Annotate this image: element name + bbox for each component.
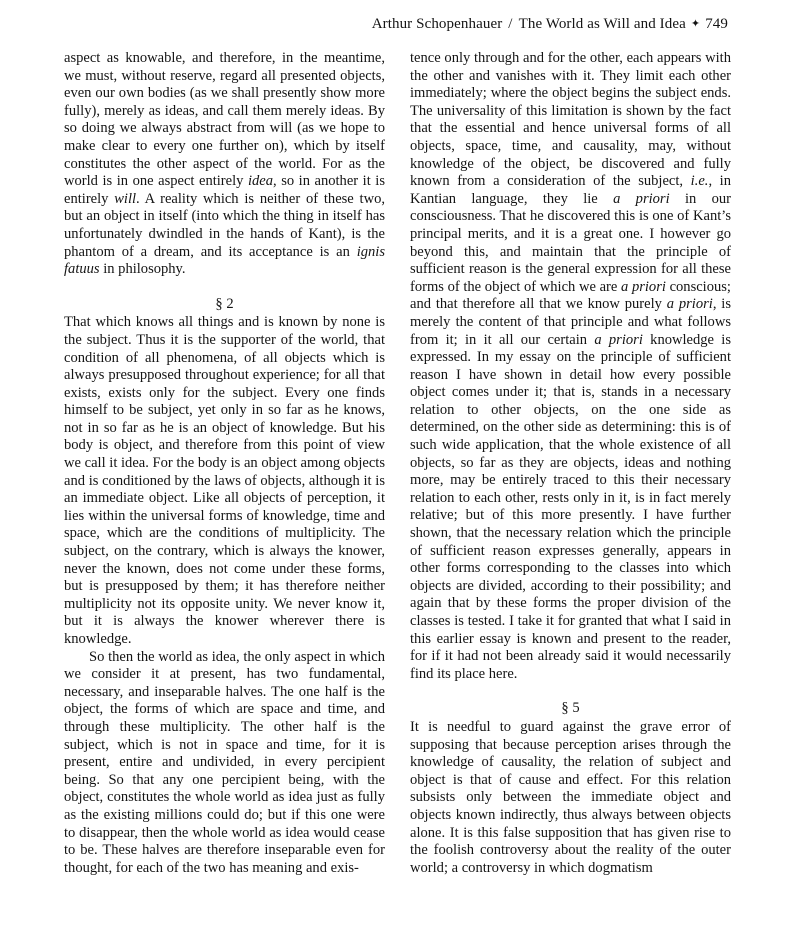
italic-text: a priori (621, 278, 666, 295)
text-run: in our consciousness. That he discovered this is one of Kant’s principal merits, and it is a great one. I however go beyond this, and maintain that the principle of sufficient reason is the general expression for all these forms of the object of which we are (410, 190, 731, 295)
header-separator: / (508, 16, 513, 32)
running-header (372, 16, 728, 33)
paragraph (64, 314, 385, 648)
right-column (410, 50, 731, 877)
section-heading: § 5 (561, 700, 580, 717)
italic-text: a priori (613, 190, 670, 207)
italic-text: a priori (594, 331, 643, 348)
text-run: It is needful to guard against the grave error of supposing that because perception arises through the knowledge of causality, the relation of subject and object is that of cause and effect. For this relation subsists only between the immediate object and objects known indirectly, thus always between objects alone. It is this false supposition that has given rise to the foolish controversy about the reality of the outer world; a controversy in which dogmatism (410, 718, 731, 876)
text-run: conscious; and that therefore all that we know purely (410, 278, 731, 313)
header-author: Arthur Schopenhauer (371, 16, 503, 32)
page-number: 749 (705, 16, 728, 32)
section-heading: § 2 (215, 295, 234, 312)
text-run: That which knows all things and is known by none is the subject. Thus it is the supporter of the world, that condition of all phenomena, of all objects which is always presupposed throughout experience; for all that exists, exists only for the subject. Every one finds himself to be subject, yet only in so far as he knows, not in so far as he is an object of knowledge. But his body is object, and therefore from this point of view we call it idea. For the body is an object among objects and is conditioned by the laws of objects, although it is an immediate object. Like all objects of perception, it lies within the universal forms of knowledge, time and space, which are the conditions of multiplicity. The subject, on the contrary, which is always the knower, never the known, does not come under these forms, but is presupposed by them; it has therefore neither multiplicity not its opposite unity. We never know it, but it is always the knower wherever there is knowledge. (64, 314, 385, 647)
text-run: tence only through and for the other, each appears with the other and vanishes with it. They limit each other immediately; where the object begins the subject ends. The universality of this limitation is shown by the fact that the essential and hence universal forms of all objects, space, time, and causality, may, without knowledge of the object, be discovered and fully known from a consideration of the subject, (410, 50, 731, 190)
italic-text: will (114, 190, 137, 207)
paragraph (64, 649, 385, 878)
text-run: knowledge is expressed. In my essay on the principle of sufficient reason I have shown in detail how every possible object comes under it; that is, stands in a necessary relation to other objects, on the one side as determined, on the other side as determining: this is of such wide application, that the whole existence of all objects, so far as they are objects, ideas and nothing more, may be entirely traced to this their necessary relation to each other, rests only in it, is in fact merely relative; but of this more presently. I have further shown, that the necessary relation which the principle of sufficient reason expresses generally, appears in other forms corresponding to the classes into which objects are divided, according to their possibility; and again that by these forms the proper division of the classes is tested. I take it for granted that what I said in this earlier essay is known and present to the reader, for if it had not been already said it would necessarily find its place here. (410, 331, 731, 682)
text-run: in philosophy. (99, 261, 186, 278)
paragraph (410, 50, 731, 683)
italic-text: a priori (666, 296, 713, 313)
text-run: aspect as knowable, and therefore, in the meantime, we must, without reserve, regard all presented objects, even our own bodies (as we shall presently show more fully), merely as ideas, and call them merely ideas. By so doing we always abstract from will (as we hope to make clear to every one further on), which by itself constitutes the other aspect of the world. For as the world is in one aspect entirely (64, 50, 385, 190)
italic-text: idea (247, 173, 274, 190)
text-run: So then the world as idea, the only aspect in which we consider it at present, has two fundamental, necessary, and inseparable halves. The one half is the object, the forms of which are space and time, and through these multiplicity. The other half is the subject, which is not in space and time, for it is present, entire and undivided, in every percipient being. So that any one percipient being, with the object, constitutes the whole world as idea just as fully as the existing millions could do; but if this one were to disappear, then the whole world as idea would cease to be. These halves are therefore inseparable even for thought, for each of the two has meaning and exis- (64, 648, 385, 876)
header-title: The World as Will and Idea (518, 16, 686, 32)
text-run: , is merely the content of that principle and what follows from it; in it all our certain (410, 296, 731, 348)
text-run: , in Kantian language, they lie (410, 173, 731, 207)
paragraph (64, 50, 385, 279)
left-column (64, 50, 385, 877)
diamond-ornament-icon: ✦ (690, 18, 701, 30)
text-run: . A reality which is neither of these two, but an object in itself (into which the thing in itself has unfortunately dwindled in the hands of Kant), is the phantom of a dream, and its acceptance is an (64, 190, 385, 260)
paragraph (410, 719, 731, 877)
text-run: , so in another it is entirely (64, 173, 385, 207)
italic-text: i.e. (690, 173, 709, 190)
italic-text: ignis fatuus (64, 243, 385, 278)
